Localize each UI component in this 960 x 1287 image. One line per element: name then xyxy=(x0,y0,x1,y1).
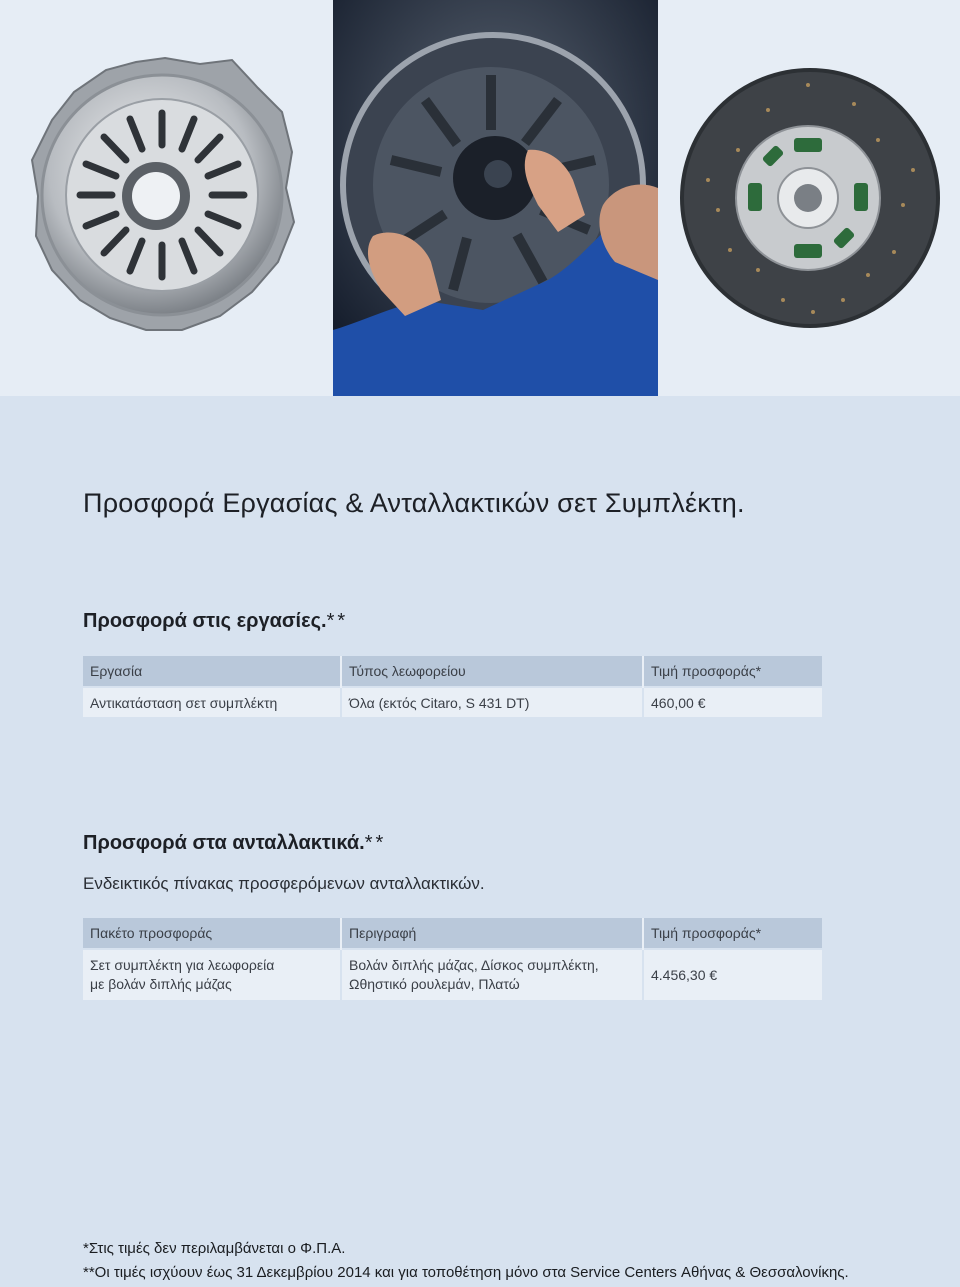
column-header-bus-type: Τύπος λεωφορείου xyxy=(341,656,643,687)
table-row xyxy=(83,687,822,717)
parts-subtitle: Ενδεικτικός πίνακας προσφερόμενων ανταλλακτικών. xyxy=(83,874,485,893)
column-header-work: Εργασία xyxy=(83,656,341,687)
footnote-vat: *Στις τιμές δεν περιλαμβάνεται ο Φ.Π.Α. xyxy=(83,1240,346,1257)
photo-strip xyxy=(0,0,960,396)
parts-heading-stars: ** xyxy=(364,832,387,854)
cell-work: Αντικατάσταση σετ συμπλέκτη xyxy=(83,687,341,717)
labor-heading-text: Προσφορά στις εργασίες. xyxy=(83,610,327,632)
labor-heading-stars: ** xyxy=(326,610,349,632)
cell-description-line2: Ωθηστικό ρουλεμάν, Πλατώ xyxy=(349,976,520,992)
page-title: Προσφορά Εργασίας & Ανταλλακτικών σετ Συμπλέκτη. xyxy=(83,488,745,518)
clutch-disc-image xyxy=(658,0,960,396)
cell-package-line1: Σετ συμπλέκτη για λεωφορεία xyxy=(90,957,275,973)
cell-package xyxy=(83,949,341,1000)
labor-section-heading xyxy=(83,610,348,633)
column-header-price: Τιμή προσφοράς* xyxy=(643,918,822,949)
cell-description-line1: Βολάν διπλής μάζας, Δίσκος συμπλέκτη, xyxy=(349,957,599,973)
table-header-row xyxy=(83,918,822,949)
clutch-pressure-plate-image xyxy=(0,0,333,396)
column-header-package: Πακέτο προσφοράς xyxy=(83,918,341,949)
labor-offer-table xyxy=(83,656,822,717)
table-row xyxy=(83,949,822,1000)
cell-bus-type: Όλα (εκτός Citaro, S 431 DT) xyxy=(341,687,643,717)
cell-package-line2: με βολάν διπλής μάζας xyxy=(90,976,232,992)
footnote-validity: **Οι τιμές ισχύουν έως 31 Δεκεμβρίου 2014 και για τοποθέτηση μόνο στα Service Centers Αθήνας & Θεσσαλονίκης. xyxy=(83,1264,849,1281)
cell-price: 460,00 € xyxy=(643,687,822,717)
parts-offer-table xyxy=(83,918,822,1000)
table-header-row xyxy=(83,656,822,687)
parts-section-heading xyxy=(83,832,386,855)
cell-description xyxy=(341,949,643,1000)
mechanic-installing-clutch-image xyxy=(333,0,658,396)
cell-price: 4.456,30 € xyxy=(643,949,822,1000)
column-header-price: Τιμή προσφοράς* xyxy=(643,656,822,687)
column-header-description: Περιγραφή xyxy=(341,918,643,949)
parts-heading-text: Προσφορά στα ανταλλακτικά. xyxy=(83,832,365,854)
